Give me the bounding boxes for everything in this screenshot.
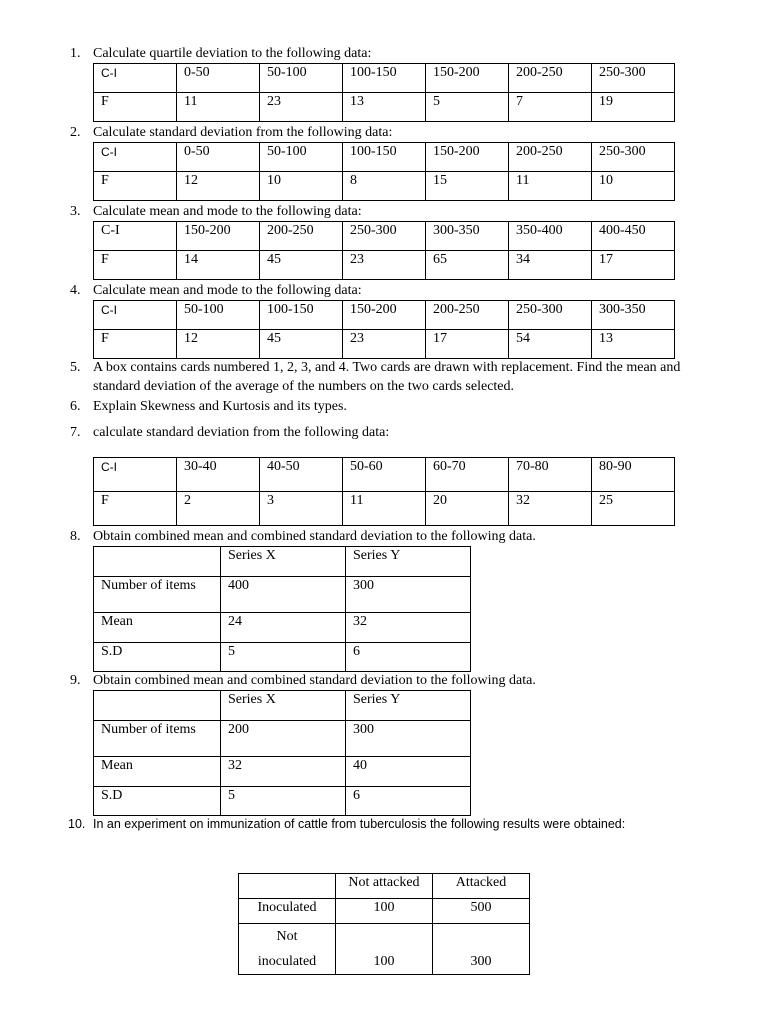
table-cell: Series Y — [346, 691, 471, 721]
table-cell: 150-200 — [343, 301, 426, 330]
frequency-table — [93, 457, 675, 526]
table-cell: 54 — [509, 330, 592, 359]
table-cell: 400-450 — [592, 222, 675, 251]
table-row — [94, 330, 675, 359]
table-cell: 13 — [343, 93, 426, 122]
table-cell: 10 — [592, 172, 675, 201]
table-cell: 19 — [592, 93, 675, 122]
table-cell: 50-100 — [260, 64, 343, 93]
table-cell: 65 — [426, 251, 509, 280]
question-text: Calculate mean and mode to the following data: — [93, 283, 362, 298]
question-text: calculate standard deviation from the following data: — [93, 425, 390, 440]
table-cell: 5 — [221, 643, 346, 672]
table-cell: 100-150 — [260, 301, 343, 330]
table-cell: 100 — [336, 899, 433, 924]
table-cell: 20 — [426, 492, 509, 526]
table-cell: Inoculated — [239, 899, 336, 924]
table-cell: S.D — [94, 643, 221, 672]
table-cell: 50-100 — [177, 301, 260, 330]
table-row — [94, 691, 471, 721]
table-cell: C-I — [94, 143, 177, 172]
question-number: 5. — [70, 360, 81, 375]
table-cell: 200 — [221, 721, 346, 757]
table-cell: 5 — [221, 787, 346, 816]
table-row — [94, 577, 471, 613]
table-cell: Number of items — [94, 577, 221, 613]
series-table — [93, 546, 471, 672]
question-text: Calculate standard deviation from the following data: — [93, 125, 393, 140]
question-text: Explain Skewness and Kurtosis and its types. — [93, 399, 347, 414]
table-cell: 24 — [221, 613, 346, 643]
table-cell: 32 — [346, 613, 471, 643]
table-row — [94, 492, 675, 526]
table-cell: 250-300 — [343, 222, 426, 251]
table-cell: F — [94, 330, 177, 359]
table-cell: 17 — [426, 330, 509, 359]
table-cell: 50-100 — [260, 143, 343, 172]
table-cell: 200-250 — [426, 301, 509, 330]
table-cell: 300-350 — [426, 222, 509, 251]
question-number: 8. — [70, 529, 81, 544]
table-cell: 2 — [177, 492, 260, 526]
contingency-table — [238, 873, 530, 975]
table-cell: 15 — [426, 172, 509, 201]
table-cell: S.D — [94, 787, 221, 816]
row-label-line: Not — [276, 929, 298, 944]
table-row — [239, 899, 530, 924]
table-row — [94, 222, 675, 251]
table-cell — [239, 924, 336, 975]
table-cell: 11 — [177, 93, 260, 122]
table-cell: 45 — [260, 251, 343, 280]
question-number: 6. — [70, 399, 81, 414]
table-cell: F — [94, 492, 177, 526]
table-cell: Series X — [221, 547, 346, 577]
table-cell: 17 — [592, 251, 675, 280]
table-row — [94, 613, 471, 643]
table-cell: F — [94, 172, 177, 201]
table-cell: 100-150 — [343, 143, 426, 172]
row-label-line: inoculated — [257, 954, 317, 969]
table-cell: 100-150 — [343, 64, 426, 93]
table-cell: 200-250 — [260, 222, 343, 251]
table-cell: 150-200 — [177, 222, 260, 251]
table-cell: C-I — [94, 222, 177, 251]
table-cell: 23 — [343, 330, 426, 359]
question-number: 9. — [70, 673, 81, 688]
table-cell: 40-50 — [260, 458, 343, 492]
frequency-table — [93, 300, 675, 359]
table-cell: 250-300 — [592, 143, 675, 172]
table-cell: 11 — [509, 172, 592, 201]
question-text: Obtain combined mean and combined standard deviation to the following data. — [93, 529, 536, 544]
table-cell: 250-300 — [509, 301, 592, 330]
table-cell: 200-250 — [509, 64, 592, 93]
table-cell: 60-70 — [426, 458, 509, 492]
table-row — [94, 143, 675, 172]
table-cell: Series X — [221, 691, 346, 721]
question-text: A box contains cards numbered 1, 2, 3, and 4. Two cards are drawn with replacement. Find the mean and standard deviation of the average of the numbers on the two cards selected. — [93, 360, 681, 394]
question-text: Obtain combined mean and combined standard deviation to the following data. — [93, 673, 536, 688]
table-cell: C-I — [94, 64, 177, 93]
question-text: In an experiment on immunization of cattle from tuberculosis the following results were obtained: — [93, 817, 626, 831]
table-cell: 350-400 — [509, 222, 592, 251]
question-text: Calculate mean and mode to the following data: — [93, 204, 362, 219]
table-cell: 8 — [343, 172, 426, 201]
question-number: 7. — [70, 425, 81, 440]
table-cell: 32 — [221, 757, 346, 787]
table-row — [94, 93, 675, 122]
table-cell: 6 — [346, 643, 471, 672]
table-cell: 400 — [221, 577, 346, 613]
table-row — [94, 757, 471, 787]
table-row — [94, 547, 471, 577]
table-cell: Attacked — [433, 874, 530, 899]
series-table — [93, 690, 471, 816]
table-cell: 150-200 — [426, 64, 509, 93]
table-cell: 13 — [592, 330, 675, 359]
table-cell: 300 — [346, 577, 471, 613]
table-cell: 7 — [509, 93, 592, 122]
table-cell: 11 — [343, 492, 426, 526]
table-cell: 12 — [177, 172, 260, 201]
question-number: 10. — [68, 817, 86, 831]
table-cell: 45 — [260, 330, 343, 359]
table-cell: 40 — [346, 757, 471, 787]
table-cell: C-I — [94, 458, 177, 492]
table-cell: 300 — [346, 721, 471, 757]
question-number: 4. — [70, 283, 81, 298]
table-cell: Not attacked — [336, 874, 433, 899]
table-row — [94, 64, 675, 93]
table-cell: 5 — [426, 93, 509, 122]
frequency-table — [93, 142, 675, 201]
table-cell: C-I — [94, 301, 177, 330]
table-cell — [94, 691, 221, 721]
frequency-table — [93, 63, 675, 122]
table-cell: F — [94, 93, 177, 122]
table-cell: 0-50 — [177, 143, 260, 172]
table-row — [239, 924, 530, 975]
table-cell: 32 — [509, 492, 592, 526]
question-number: 2. — [70, 125, 81, 140]
table-row — [94, 458, 675, 492]
table-cell: 12 — [177, 330, 260, 359]
table-cell: 300 — [433, 924, 530, 975]
table-cell: 25 — [592, 492, 675, 526]
table-cell: 50-60 — [343, 458, 426, 492]
table-cell: 150-200 — [426, 143, 509, 172]
table-row — [94, 787, 471, 816]
table-cell: 23 — [343, 251, 426, 280]
table-cell: Mean — [94, 613, 221, 643]
table-row — [94, 251, 675, 280]
table-cell: F — [94, 251, 177, 280]
question-number: 1. — [70, 46, 81, 61]
table-cell: 300-350 — [592, 301, 675, 330]
table-cell: 14 — [177, 251, 260, 280]
table-cell: Series Y — [346, 547, 471, 577]
table-cell: 23 — [260, 93, 343, 122]
frequency-table — [93, 221, 675, 280]
table-cell: 80-90 — [592, 458, 675, 492]
question-text: Calculate quartile deviation to the following data: — [93, 46, 372, 61]
table-cell: Mean — [94, 757, 221, 787]
question-number: 3. — [70, 204, 81, 219]
table-cell: 500 — [433, 899, 530, 924]
table-cell: 250-300 — [592, 64, 675, 93]
table-row — [239, 874, 530, 899]
table-cell: 30-40 — [177, 458, 260, 492]
table-row — [94, 172, 675, 201]
table-cell: 100 — [336, 924, 433, 975]
table-cell: 10 — [260, 172, 343, 201]
table-cell: 200-250 — [509, 143, 592, 172]
table-cell: Number of items — [94, 721, 221, 757]
table-cell — [239, 874, 336, 899]
table-row — [94, 301, 675, 330]
table-row — [94, 643, 471, 672]
table-cell: 34 — [509, 251, 592, 280]
table-cell: 3 — [260, 492, 343, 526]
table-cell — [94, 547, 221, 577]
table-row — [94, 721, 471, 757]
table-cell: 0-50 — [177, 64, 260, 93]
table-cell: 70-80 — [509, 458, 592, 492]
table-cell: 6 — [346, 787, 471, 816]
